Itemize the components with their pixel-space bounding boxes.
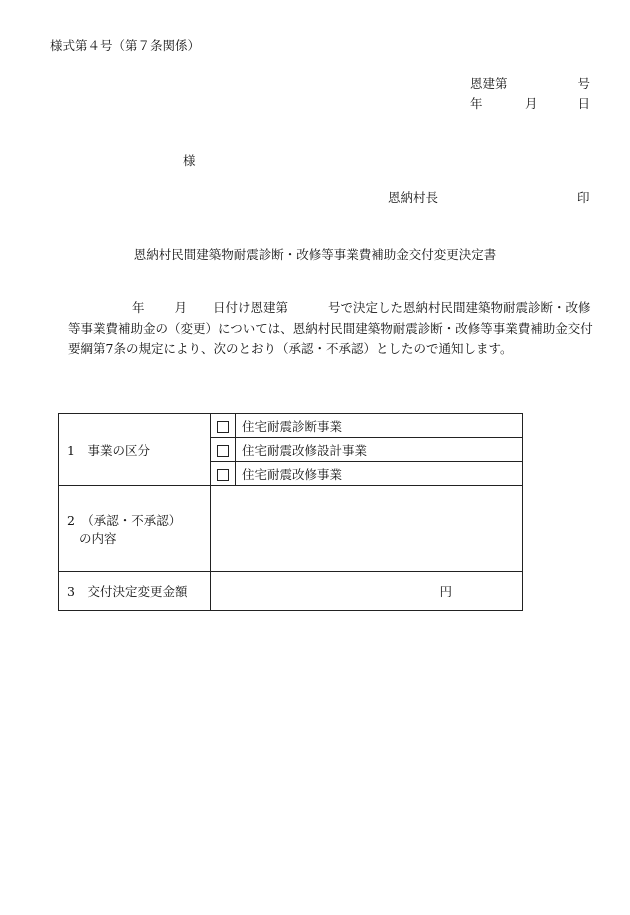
approval-label-line1: 2 （承認・不承認） (67, 512, 182, 528)
option-label: 住宅耐震改修設計事業 (236, 438, 523, 462)
body-paragraph (68, 298, 593, 360)
seal-mark: 印 (577, 190, 590, 205)
doc-number-suffix: 号 (577, 76, 590, 91)
body-text: 号で決定した恩納村民間建築物耐震診断・改修等事業費補助金の（変更）については、恩納村民間建築物耐震診断・改修等事業費補助金交付要綱第7条の規定により、次のとおり（承認・不承認）としたので通知します。 (68, 300, 593, 356)
addressee-honorific: 様 (183, 153, 196, 168)
option-label: 住宅耐震診断事業 (236, 414, 523, 438)
body-year: 年 (132, 300, 145, 315)
doc-number-prefix: 恩建第 (470, 76, 508, 91)
table-row (59, 486, 523, 572)
option-label: 住宅耐震改修事業 (236, 462, 523, 486)
table-row (59, 572, 523, 611)
form-number-label: 様式第４号（第７条関係） (50, 38, 201, 53)
business-category-label: 1 事業の区分 (59, 414, 211, 486)
approval-content-field[interactable] (211, 486, 523, 572)
date-year: 年 (470, 96, 483, 111)
option-checkbox[interactable] (211, 438, 236, 462)
amount-label: 3 交付決定変更金額 (59, 572, 211, 611)
issuer-title: 恩納村長 (388, 190, 439, 205)
approval-label-line2: の内容 (79, 530, 117, 546)
body-month: 月 (174, 300, 188, 315)
checkbox-icon[interactable] (217, 421, 229, 433)
date-day: 日 (577, 96, 590, 111)
option-checkbox[interactable] (211, 462, 236, 486)
checkbox-icon[interactable] (217, 445, 229, 457)
amount-field[interactable] (211, 572, 523, 611)
amount-unit: 円 (439, 584, 452, 599)
option-checkbox[interactable] (211, 414, 236, 438)
detail-table (58, 413, 523, 611)
approval-content-label (59, 486, 211, 572)
checkbox-icon[interactable] (217, 469, 229, 481)
document-title: 恩納村民間建築物耐震診断・改修等事業費補助金交付変更決定書 (133, 247, 497, 262)
table-row (59, 414, 523, 438)
body-date-ref: 日付け恩建第 (213, 300, 289, 315)
date-month: 月 (525, 96, 538, 111)
